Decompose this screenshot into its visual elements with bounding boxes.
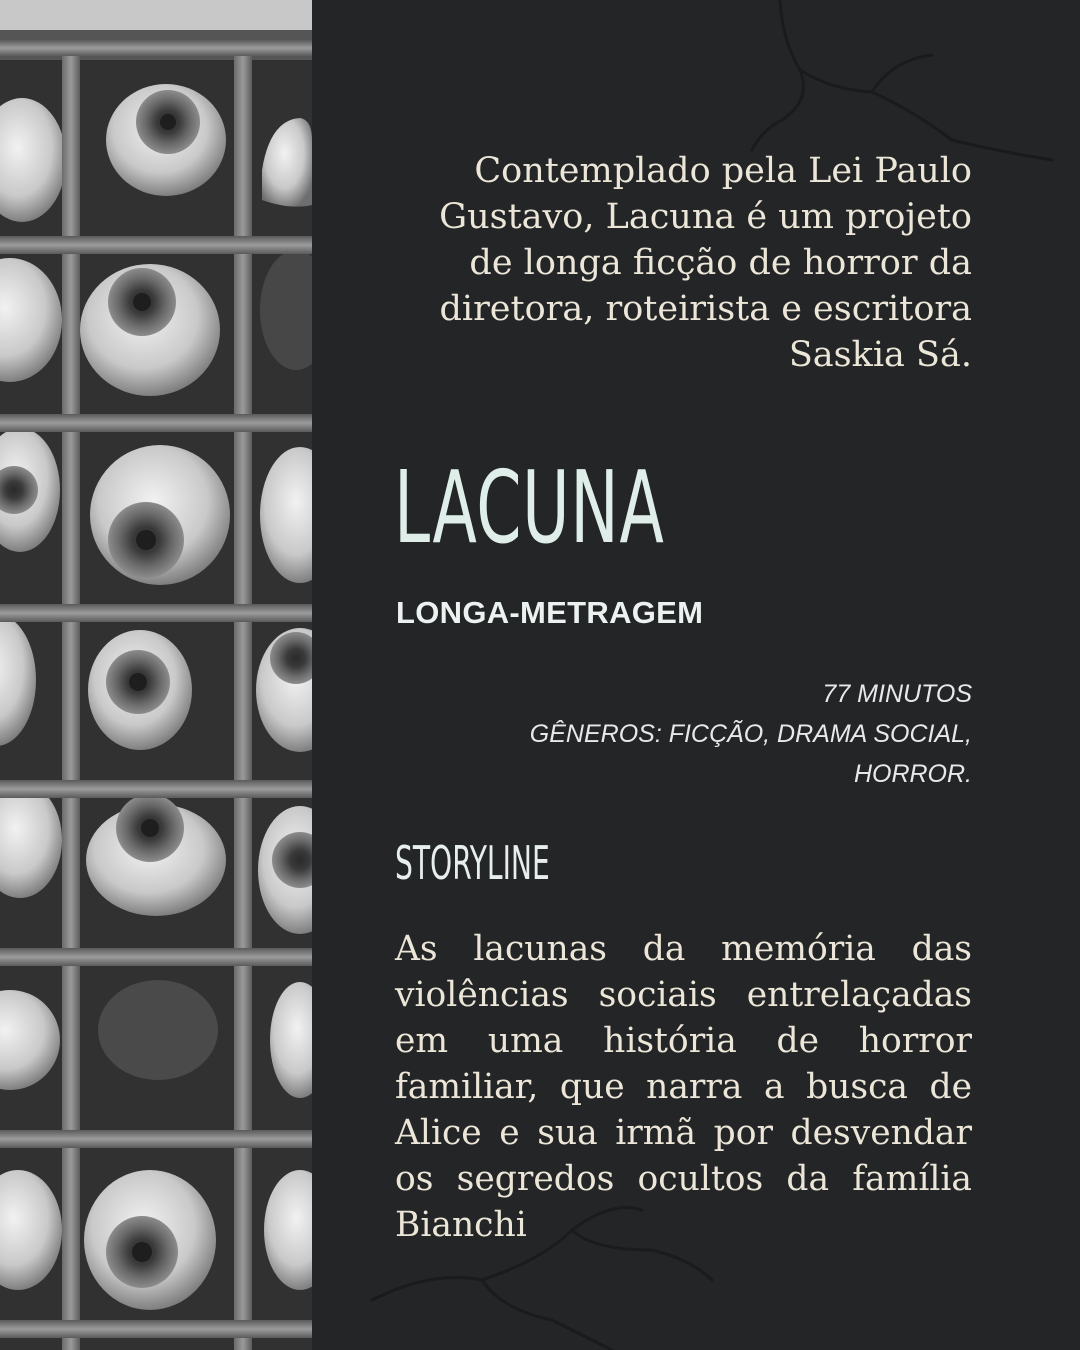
film-details [420, 674, 972, 794]
duration-text: 77 MINUTOS [822, 680, 972, 708]
format-label: LONGA-METRAGEM [396, 595, 704, 630]
film-title: LACUNA [394, 449, 665, 566]
storyline-heading: STORYLINE [395, 836, 550, 890]
genres-text-line-1: GÊNEROS: FICÇÃO, DRAMA SOCIAL, [529, 720, 972, 748]
glass-eyes-photo [0, 0, 312, 1350]
intro-paragraph: Contemplado pela Lei Paulo Gustavo, Lacuna é um projeto de longa ficção de horror da diretora, roteirista e escritora Saskia Sá. [439, 151, 972, 375]
genres-text-line-2: HORROR. [853, 760, 972, 788]
storyline-text: As lacunas da memória das violências sociais entrelaçadas em uma história de horror familiar, que narra a busca de Alice e sua irmã por desvendar os segredos ocultos da família Bianchi [395, 929, 972, 1245]
